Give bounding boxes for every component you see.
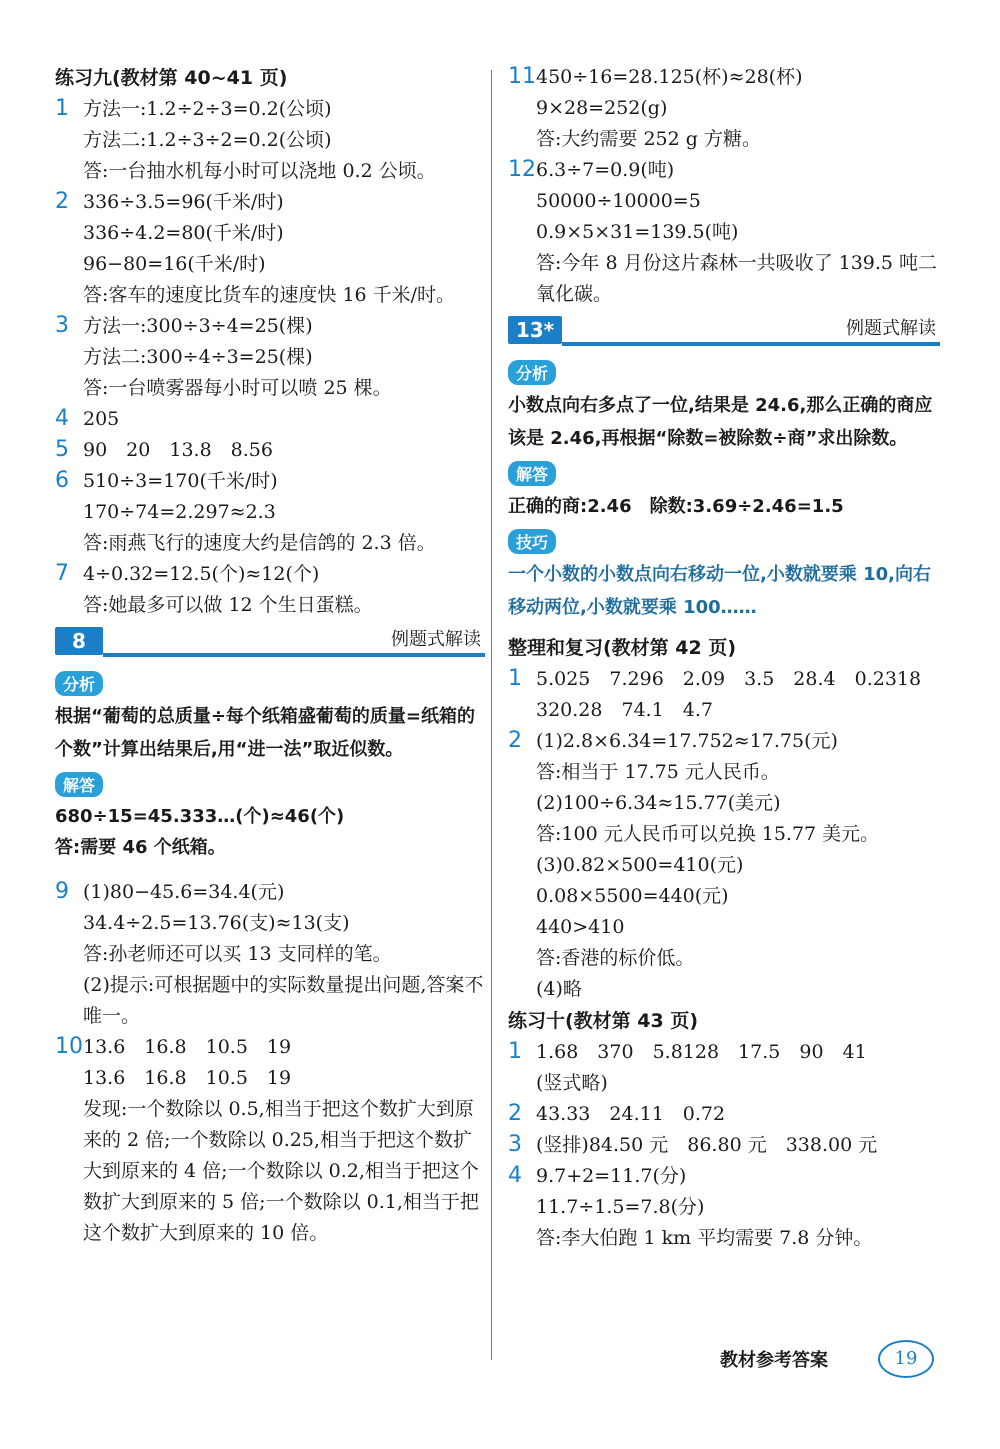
answer-line: 43.33 24.11 0.72 bbox=[536, 1103, 726, 1125]
answer-line: 96−80=16(千米/时) bbox=[83, 253, 266, 275]
answer-line: 34.4÷2.5=13.76(支)≈13(支) bbox=[83, 912, 350, 934]
answer-item bbox=[508, 726, 940, 1005]
item-number: 2 bbox=[508, 728, 522, 753]
answer-line: (4)略 bbox=[536, 978, 582, 1000]
answer-line: 0.9×5×31=139.5(吨) bbox=[536, 221, 739, 243]
answer-tag: 解答 bbox=[55, 772, 103, 797]
answer-line: 答:今年 8 月份这片森林一共吸收了 139.5 吨二氧化碳。 bbox=[536, 252, 938, 305]
answer-line: 90 20 13.8 8.56 bbox=[83, 439, 273, 461]
answer-line: 6.3÷7=0.9(吨) bbox=[536, 159, 675, 181]
answer-line: 450÷16=28.125(杯)≈28(杯) bbox=[536, 66, 803, 88]
answer-line: (竖式略) bbox=[536, 1072, 608, 1094]
analysis-text: 小数点向右多点了一位,结果是 24.6,那么正确的商应该是 2.46,再根据“除数=被除数÷商”求出除数。 bbox=[508, 395, 933, 449]
answer-line: 13.6 16.8 10.5 19 bbox=[83, 1036, 292, 1058]
answer-item bbox=[55, 877, 485, 1032]
right-column bbox=[508, 62, 940, 1254]
item-number: 1 bbox=[508, 666, 522, 691]
answer-item bbox=[508, 1130, 940, 1161]
answer-list bbox=[55, 94, 485, 621]
answer-line: 答:孙老师还可以买 13 支同样的笔。 bbox=[83, 943, 392, 965]
answer-line: 答:大约需要 252 g 方糖。 bbox=[536, 128, 761, 150]
analysis-tag: 分析 bbox=[508, 360, 556, 385]
section-title: 练习十(教材第 43 页) bbox=[508, 1010, 699, 1032]
answer-line: 答:客车的速度比货车的速度快 16 千米/时。 bbox=[83, 284, 456, 306]
answer-line: 答:香港的标价低。 bbox=[536, 947, 695, 969]
analysis-tag: 分析 bbox=[55, 671, 103, 696]
answer-line: 440>410 bbox=[536, 916, 625, 938]
footer-text: 教材参考答案 bbox=[720, 1350, 828, 1371]
section-title: 练习九(教材第 40~41 页) bbox=[55, 67, 288, 89]
answer-line: 336÷4.2=80(千米/时) bbox=[83, 222, 284, 244]
item-number: 1 bbox=[508, 1039, 522, 1064]
answer-item bbox=[508, 1161, 940, 1254]
item-number: 10 bbox=[55, 1034, 83, 1059]
item-number: 4 bbox=[55, 406, 69, 431]
example-bar bbox=[508, 316, 940, 348]
item-number: 2 bbox=[508, 1101, 522, 1126]
answer-line: 答:李大伯跑 1 km 平均需要 7.8 分钟。 bbox=[536, 1227, 873, 1249]
bar-line bbox=[562, 342, 940, 346]
answer-line: 680÷15=45.333…(个)≈46(个) bbox=[55, 806, 345, 827]
answer-line: 1.68 370 5.8128 17.5 90 41 bbox=[536, 1041, 867, 1063]
item-number: 3 bbox=[508, 1132, 522, 1157]
answer-list bbox=[508, 664, 940, 1005]
answer-text: 正确的商:2.46 除数:3.69÷2.46=1.5 bbox=[508, 496, 844, 517]
answer-line: 方法一:300÷3÷4=25(棵) bbox=[83, 315, 313, 337]
item-number: 9 bbox=[55, 879, 69, 904]
answer-line: 答:雨燕飞行的速度大约是信鸽的 2.3 倍。 bbox=[83, 532, 436, 554]
answer-line: 答:100 元人民币可以兑换 15.77 美元。 bbox=[536, 823, 880, 845]
answer-line: 9×28=252(g) bbox=[536, 97, 668, 119]
answer-line: 9.7+2=11.7(分) bbox=[536, 1165, 687, 1187]
answer-line: 答:她最多可以做 12 个生日蛋糕。 bbox=[83, 594, 373, 616]
example-label: 例题式解读 bbox=[846, 318, 936, 339]
tip-text: 一个小数的小数点向右移动一位,小数就要乘 10,向右移动两位,小数就要乘 100…… bbox=[508, 564, 931, 618]
answer-line: 发现:一个数除以 0.5,相当于把这个数扩大到原来的 2 倍;一个数除以 0.25,相当于把这个数扩大到原来的 4 倍;一个数除以 0.2,相当于把这个数扩大到原来的 5 倍;一个数除以 0.1,相当于把这个数扩大到原来的 10 倍。 bbox=[83, 1098, 479, 1244]
answer-tag: 解答 bbox=[508, 461, 556, 486]
answer-line: 336÷3.5=96(千米/时) bbox=[83, 191, 284, 213]
answer-line: 答:需要 46 个纸箱。 bbox=[55, 837, 226, 858]
answer-item bbox=[508, 155, 940, 310]
answer-line: (2)提示:可根据题中的实际数量提出问题,答案不唯一。 bbox=[83, 974, 484, 1027]
tip-tag: 技巧 bbox=[508, 529, 556, 554]
answer-line: 510÷3=170(千米/时) bbox=[83, 470, 278, 492]
analysis-text: 根据“葡萄的总质量÷每个纸箱盛葡萄的质量=纸箱的个数”计算出结果后,用“进一法”取近似数。 bbox=[55, 706, 475, 760]
answer-line: 答:一台抽水机每小时可以浇地 0.2 公顷。 bbox=[83, 160, 436, 182]
answer-line: (3)0.82×500=410(元) bbox=[536, 854, 744, 876]
page-footer bbox=[720, 1340, 950, 1380]
answer-line: 170÷74=2.297≈2.3 bbox=[83, 501, 276, 523]
answer-item bbox=[508, 1037, 940, 1099]
item-number: 6 bbox=[55, 468, 69, 493]
item-number: 3 bbox=[55, 313, 69, 338]
answer-item bbox=[55, 435, 485, 466]
answer-line: 5.025 7.296 2.09 3.5 28.4 0.2318 bbox=[536, 668, 922, 690]
example-label: 例题式解读 bbox=[391, 629, 481, 650]
answer-line: 0.08×5500=440(元) bbox=[536, 885, 729, 907]
answer-item bbox=[55, 187, 485, 311]
answer-item bbox=[508, 62, 940, 155]
answer-item bbox=[55, 94, 485, 187]
column-divider bbox=[491, 70, 492, 1360]
answer-item bbox=[55, 466, 485, 559]
item-number: 4 bbox=[508, 1163, 522, 1188]
answer-line: 4÷0.32=12.5(个)≈12(个) bbox=[83, 563, 320, 585]
answer-line: 方法一:1.2÷2÷3=0.2(公顷) bbox=[83, 98, 332, 120]
answer-line: 13.6 16.8 10.5 19 bbox=[83, 1067, 292, 1089]
answer-line: 11.7÷1.5=7.8(分) bbox=[536, 1196, 705, 1218]
answer-line: (1)2.8×6.34=17.752≈17.75(元) bbox=[536, 730, 838, 752]
example-bar bbox=[55, 627, 485, 659]
answer-line: 320.28 74.1 4.7 bbox=[536, 699, 714, 721]
example-number-badge: 13* bbox=[508, 316, 562, 344]
answer-item bbox=[508, 664, 940, 726]
bar-line bbox=[103, 653, 485, 657]
answer-item bbox=[508, 1099, 940, 1130]
answer-line: (竖排)84.50 元 86.80 元 338.00 元 bbox=[536, 1134, 878, 1156]
example-number-badge: 8 bbox=[55, 627, 103, 655]
answer-line: 方法二:300÷4÷3=25(棵) bbox=[83, 346, 313, 368]
answer-item bbox=[55, 1032, 485, 1249]
answer-line: 答:相当于 17.75 元人民币。 bbox=[536, 761, 780, 783]
answer-line: 答:一台喷雾器每小时可以喷 25 棵。 bbox=[83, 377, 392, 399]
answer-list bbox=[508, 62, 940, 310]
left-column bbox=[55, 62, 485, 1249]
answer-item bbox=[55, 404, 485, 435]
answer-line: 205 bbox=[83, 408, 120, 430]
page-number: 19 bbox=[878, 1340, 934, 1378]
answer-list bbox=[55, 877, 485, 1249]
answer-item bbox=[55, 559, 485, 621]
item-number: 1 bbox=[55, 96, 69, 121]
item-number: 2 bbox=[55, 189, 69, 214]
item-number: 7 bbox=[55, 561, 69, 586]
answer-line: (1)80−45.6=34.4(元) bbox=[83, 881, 285, 903]
item-number: 11 bbox=[508, 64, 536, 89]
item-number: 5 bbox=[55, 437, 69, 462]
answer-list bbox=[508, 1037, 940, 1254]
answer-line: 50000÷10000=5 bbox=[536, 190, 701, 212]
answer-line: 方法二:1.2÷3÷2=0.2(公顷) bbox=[83, 129, 332, 151]
section-title: 整理和复习(教材第 42 页) bbox=[508, 637, 737, 659]
answer-item bbox=[55, 311, 485, 404]
answer-line: (2)100÷6.34≈15.77(美元) bbox=[536, 792, 781, 814]
item-number: 12 bbox=[508, 157, 536, 182]
